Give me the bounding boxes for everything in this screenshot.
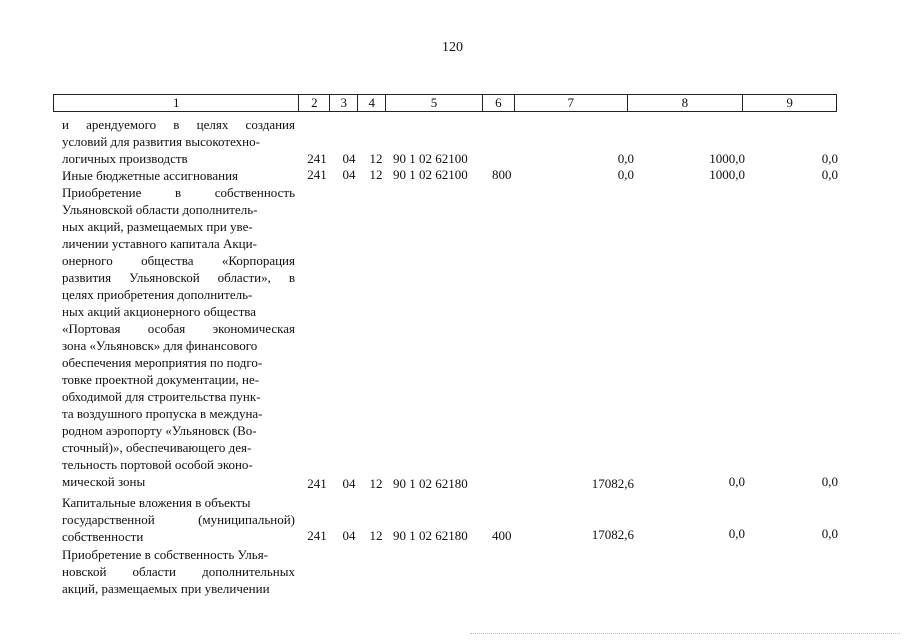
- row-3-col-7: 17082,6: [591, 527, 634, 542]
- row-2-col-2: 241: [307, 476, 327, 491]
- row-0-col-7: 0,0: [617, 151, 634, 166]
- row-2-line-6: целях приобретения дополнитель-: [62, 287, 253, 302]
- row-1-col-2: 241: [307, 167, 327, 182]
- row-2-line-5: развития Ульяновской области», в: [62, 270, 295, 285]
- row-2-line-0: Приобретение в собственность: [62, 185, 295, 200]
- row-3-col-6: 400: [492, 528, 512, 543]
- header-col-5: 5: [386, 95, 483, 111]
- row-4-line-2: акций, размещаемых при увеличении: [62, 581, 270, 596]
- row-3-col-3: 04: [342, 528, 356, 543]
- row-1-col-5: 90 1 02 62100: [393, 167, 468, 182]
- header-col-3: 3: [330, 95, 358, 111]
- header-col-6: 6: [483, 95, 515, 111]
- table-header: [53, 94, 837, 112]
- row-1-col-4: 12: [369, 167, 383, 182]
- row-2-col-7: 17082,6: [591, 476, 634, 491]
- row-2-line-1: Ульяновской области дополнитель-: [62, 202, 258, 217]
- row-2-line-13: та воздушного пропуска в междуна-: [62, 406, 263, 421]
- row-2-line-10: обеспечения мероприятия по подго-: [62, 355, 263, 370]
- row-0-line-0: и арендуемого в целях создания: [62, 117, 295, 132]
- row-3-col-5: 90 1 02 62180: [393, 528, 468, 543]
- row-0-col-4: 12: [369, 151, 383, 166]
- row-2-line-7: ных акций акционерного общества: [62, 304, 256, 319]
- row-2-col-8: 0,0: [728, 474, 745, 489]
- row-2-line-16: тельность портовой особой эконо-: [62, 457, 253, 472]
- row-0-col-5: 90 1 02 62100: [393, 151, 468, 166]
- row-3-line-1: государственной (муниципальной): [62, 512, 295, 527]
- row-2-line-3: личении уставного капитала Акци-: [62, 236, 257, 251]
- row-1-col-6: 800: [492, 167, 512, 182]
- row-0-col-8: 1000,0: [709, 151, 745, 166]
- row-2-line-12: обходимой для строительства пунк-: [62, 389, 261, 404]
- table-row-0-description: [62, 116, 295, 167]
- header-col-9: 9: [786, 95, 793, 110]
- row-0-line-1: условий для развития высокотехно-: [62, 134, 260, 149]
- header-col-8: 8: [628, 95, 744, 111]
- row-3-col-9: 0,0: [821, 526, 838, 541]
- row-3-line-2: собственности: [62, 529, 144, 544]
- table-row-3-description: [62, 494, 295, 545]
- row-2-col-5: 90 1 02 62180: [393, 476, 468, 491]
- row-0-col-9: 0,0: [821, 151, 838, 166]
- row-2-col-4: 12: [369, 476, 383, 491]
- row-3-line-0: Капитальные вложения в объекты: [62, 495, 251, 510]
- header-col-4: 4: [358, 95, 386, 111]
- row-0-col-3: 04: [342, 151, 356, 166]
- page-number: 120: [442, 40, 463, 55]
- header-col-2: 2: [299, 95, 330, 111]
- row-2-line-15: сточный)», обеспечивающего дея-: [62, 440, 252, 455]
- footer-divider: [470, 633, 900, 635]
- row-3-col-8: 0,0: [728, 526, 745, 541]
- row-0-col-2: 241: [307, 151, 327, 166]
- table-row-1-description: [62, 167, 295, 184]
- header-col-7: 7: [515, 95, 628, 111]
- row-2-col-9: 0,0: [821, 474, 838, 489]
- row-1-col-9: 0,0: [821, 167, 838, 182]
- row-2-line-11: товке проектной документации, не-: [62, 372, 260, 387]
- header-col-1: 1: [54, 95, 299, 111]
- row-2-line-8: «Портовая особая экономическая: [62, 321, 295, 336]
- row-4-line-1: новской области дополнительных: [62, 564, 295, 579]
- row-0-line-2: логичных производств: [62, 151, 188, 166]
- row-2-line-9: зона «Ульяновск» для финансового: [62, 338, 258, 353]
- table-row-2-description: [62, 184, 295, 490]
- row-3-col-4: 12: [369, 528, 383, 543]
- row-2-col-3: 04: [342, 476, 356, 491]
- table-row-4-description: [62, 546, 295, 597]
- row-1-line-0: Иные бюджетные ассигнования: [62, 168, 239, 183]
- row-1-col-3: 04: [342, 167, 356, 182]
- row-2-line-4: онерного общества «Корпорация: [62, 253, 295, 268]
- row-2-line-14: родном аэропорту «Ульяновск (Во-: [62, 423, 257, 438]
- row-3-col-2: 241: [307, 528, 327, 543]
- row-4-line-0: Приобретение в собственность Улья-: [62, 547, 269, 562]
- row-1-col-7: 0,0: [617, 167, 634, 182]
- row-2-line-2: ных акций, размещаемых при уве-: [62, 219, 253, 234]
- row-2-line-17: мической зоны: [62, 474, 146, 489]
- row-1-col-8: 1000,0: [709, 167, 745, 182]
